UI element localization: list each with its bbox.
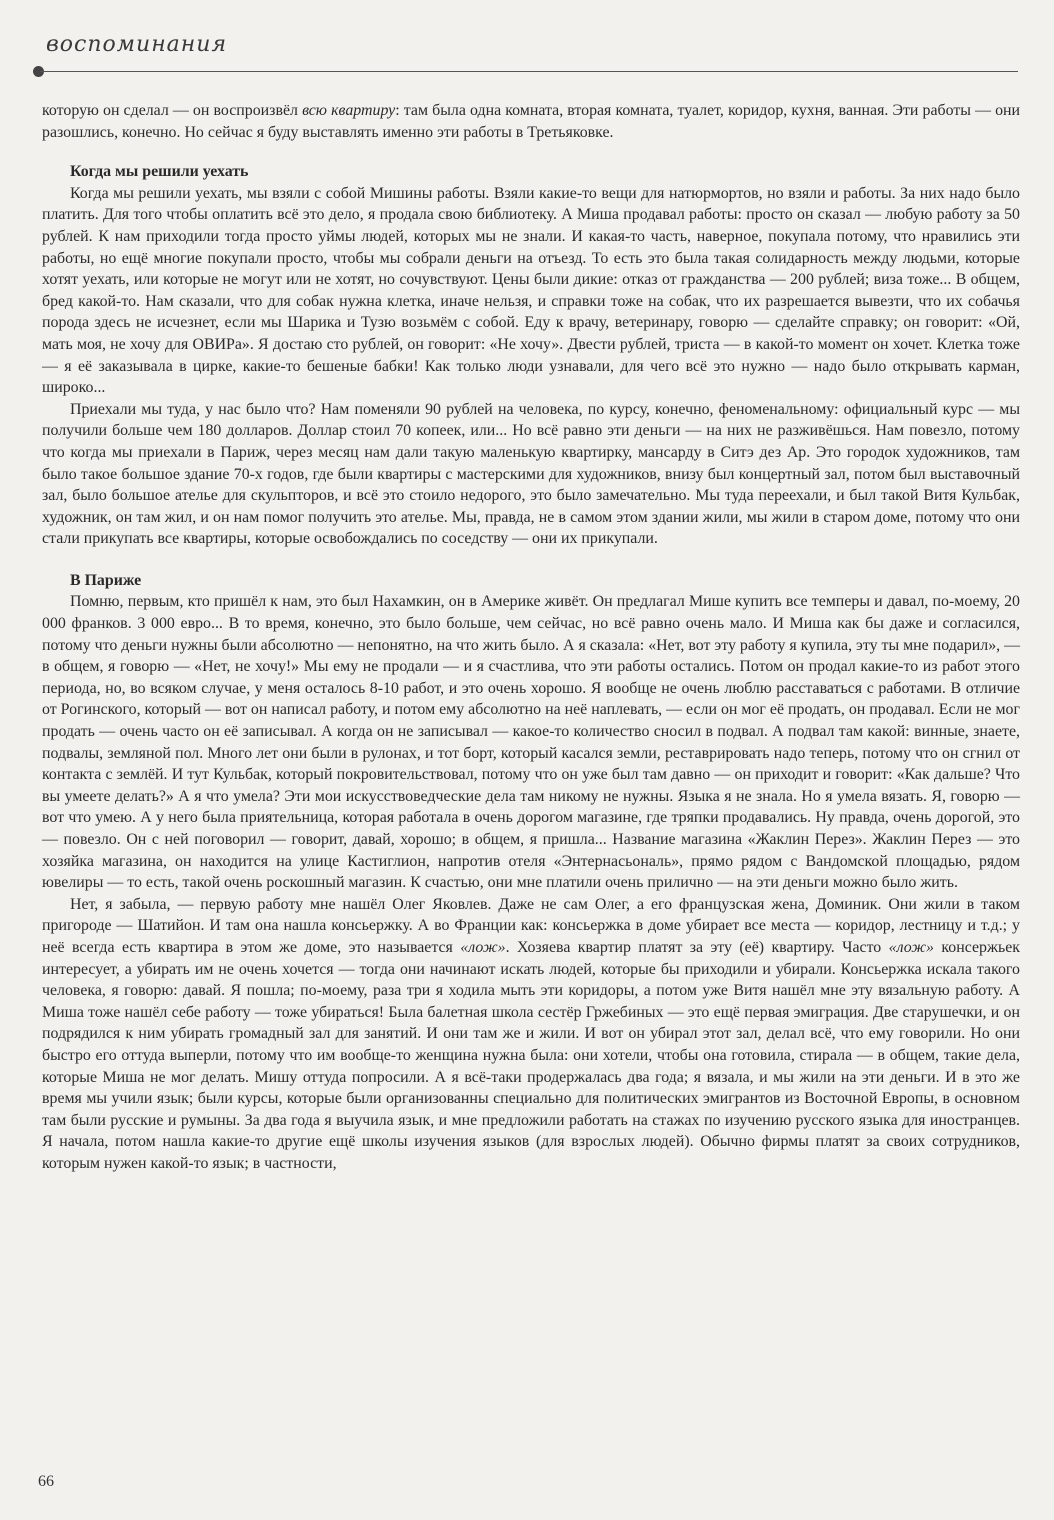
article-body: [42, 100, 1020, 1175]
paragraph-text: консержьек интересует, а убирать им не очень хочется — тогда они начинают искать людей, которые бы приходили и убирали. Консьержка искала такого человека, я говорю: давай. Я пошла; по-моему, раза три я ходила мыть эти коридоры, а потом уже Витя нашёл мне эту вязальную работу. А Миша тоже нашёл себе работу — тоже убираться! Была балетная школа сестёр Гржебиных — это ещё первая эмиграция. Две старушечки, и он подрядился к ним убирать громадный зал для занятий. И они там же и жили. И вот он убирал этот зал, делал всё, что ему говорили. Но они быстро его оттуда выперли, потому что им вообще-то женщина нужна была: они хотели, чтобы она готовила, стирала — в общем, такие дела, которые Миша не мог делать. Мишу оттуда попросили. А я всё-таки продержалась два года; я вязала, и мы жили на эти деньги. И в это же время мы учили язык; были курсы, которые были организованны специально для политических эмигрантов из Восточной Европы, в основном там были русские и румыны. За два года я выучила язык, и мне предложили работать на стажах по изучению русского языка для иностранцев. Я начала, потом нашла какие-то другие ещё школы изучения языков (для взрослых людей). Обычно фирмы платят за своих сотрудников, которым нужен какой-то язык; в частности,: [42, 938, 1020, 1172]
paragraph: Когда мы решили уехать, мы взяли с собой Мишины работы. Взяли какие-то вещи для натюрмортов, но взяли и работы. За них надо было платить. Для того чтобы оплатить всё это дело, я продала свою библиотеку. А Миша продавал работы: просто он сказал — любую работу за 50 рублей. К нам приходили тогда просто уймы людей, которых мы не знали. И какая-то часть, наверное, покупала потому, что нравились эти работы, но ещё многие покупали просто, чтобы мы собрали деньги на отъезд. То есть это была такая солидарность между людьми, которые хотят уехать, или которые не могут или не хотят, но сочувствуют. Цены были дикие: отказ от гражданства — 200 рублей; виза тоже... В общем, бред какой-то. Нам сказали, что для собак нужна клетка, иначе нельзя, и справки тоже на собак, что их разрешается вывезти, что их собачья порода здесь не исчезнет, если мы Шарика и Тузю возьмём с собой. Еду к врачу, ветеринару, говорю — сделайте справку; он говорит: «Ой, мать моя, не хочу для ОВИРа». Я достаю сто рублей, он говорит: «Не хочу». Двести рублей, триста — в какой-то момент он хочет. Клетка тоже — я её заказывала в цирке, какие-то бешеные бабки! Как только люди узнавали, для чего всё это нужно — надо было открывать карман, широко...: [42, 184, 1020, 397]
section-heading: В Париже: [70, 571, 142, 589]
paragraph: [42, 894, 1020, 1175]
running-header: воспоминания: [46, 32, 228, 57]
paragraph-text: : там была одна комната, вторая комната, туалет, коридор, кухня, ванная. Эти работы — они разошлись, конечно. Но сейчас я буду выставлять именно эти работы в Третьяковке.: [42, 102, 1021, 141]
paragraph-text: которую он сделал — он воспроизвёл: [42, 102, 303, 119]
emphasis: «лож»: [460, 938, 506, 956]
paragraph: Помню, первым, кто пришёл к нам, это был Нахамкин, он в Америке живёт. Он предлагал Мише купить все темперы и давал, по-моему, 20 000 франков. 3 000 евро... В то время, конечно, это было больше, чем сейчас, но всё равно очень мало. И Миша как бы даже и согласился, потому что деньги нужны были абсолютно — непонятно, на что жить было. А я сказала: «Нет, вот эту работу я купила, эту ты мне подарил», — в общем, я говорю — «Нет, не хочу!» Мы ему не продали — и я счастлива, что эти работы остались. Потом он продал какие-то из работ этого периода, но, во всяком случае, у меня осталось 8-10 работ, и это очень хорошо. Я вообще не очень люблю расставаться с работами. В отличие от Рогинского, который — вот он написал работу, и потом ему абсолютно на неё наплевать, — если он мог её продать, он продавал. Если не мог продать — очень часто он её записывал. А когда он не записывал — какое-то количество сносил в подвал. А подвал там какой: винные, знаете, подвалы, земляной пол. Много лет они были в рулонах, и тот борт, который касался земли, реставрировать надо теперь, потому что он сгнил от контакта с землёй. И тут Кульбак, который покровительствовал, потому что он уже был там давно — он приходит и говорит: «Как дальше? Что вы умеете делать?» А я что умела? Эти мои искусствоведческие дела там никому не нужны. Языка я не знала. Но я умела вязать. Я, говорю — вот что умею. А у него была приятельница, которая работала в очень дорогом магазине, где тряпки продавались. Ну правда, очень дорогой, это — повезло. Он с ней поговорил — говорит, давай, хорошо; в общем, я пришла... Название магазина «Жаклин Перез». Жаклин Перез — это хозяйка магазина, он находится на улице Кастиглион, напротив отеля «Энтернасьональ», прямо рядом с Вандомской площадью, рядом ювелиры — то есть, такой очень роскошный магазин. К счастью, они мне платили очень прилично — на эти деньги можно было жить.: [42, 593, 1020, 892]
paragraph: Приехали мы туда, у нас было что? Нам поменяли 90 рублей на человека, по курсу, конечно, феноменальному: официальный курс — мы получили больше чем 180 долларов. Доллар стоил 70 копеек, или... Но всё равно эти деньги — на них не разживёшься. Нам повезло, потому что когда мы приехали в Париж, через месяц нам дали такую маленькую квартирку, мансарду в Ситэ дез Ар. Это городок художников, там было такое большое здание 70-х годов, где были квартиры с мастерскими для художников, внизу был концертный зал, потом был выставочный зал, было большое ателье для скульпторов, и всё это стоило недорого, это было замечательно. Мы туда переехали, и был такой Витя Кульбак, художник, он там жил, и он нам помог получить это ателье. Мы, правда, не в самом этом здании жили, мы жили в старом доме, потому что они стали прикупать все квартиры, которые освобождались по соседству — они их прикупали.: [42, 400, 1020, 548]
paragraph: [42, 100, 1020, 143]
paragraph-text: Нет, я забыла, — первую работу мне нашёл Олег Яковлев. Даже не сам Олег, а его французская жена, Доминик. Они жили в таком пригороде — Шатийон. И там она нашла консьержку. А во Франции как: консьержка в доме убирает все места — коридор, лестницу и т.д.; у неё всегда есть квартира в этом же доме, это называется: [42, 895, 1020, 956]
section-heading: Когда мы решили уехать: [70, 163, 249, 181]
page-number: 66: [38, 1473, 54, 1490]
emphasis: «лож»: [888, 938, 934, 956]
paragraph-text: . Хозяева квартир платят за эту (её) квартиру. Часто: [505, 938, 889, 956]
emphasis: всю квартиру: [302, 102, 396, 119]
header-rule: [40, 71, 1018, 72]
